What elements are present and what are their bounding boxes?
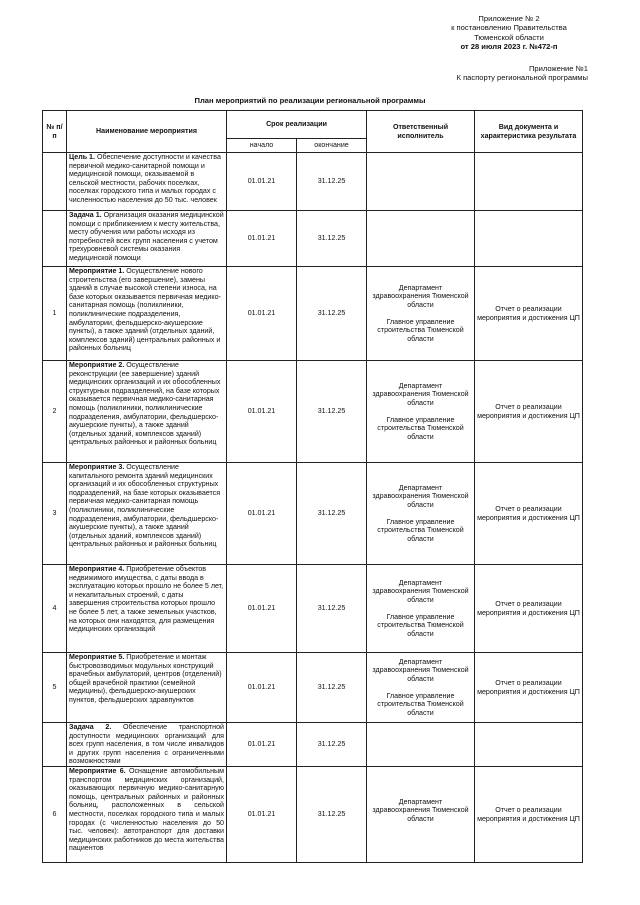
col-start-header: начало — [227, 139, 297, 153]
start-date: 01.01.21 — [227, 211, 297, 267]
document-type: Отчет о реализации мероприятия и достижения ЦП — [475, 767, 583, 863]
executor-secondary: Главное управление строительства Тюменской области — [377, 317, 464, 343]
activity-label: Задача 2. — [69, 723, 112, 731]
activity-text: Осуществление капитального ремонта зданий медицинских организаций и их обособленных структурных подразделений, на базе которых оказывается первичная медико-санитарная помощь (поликлиники, поликлинические подразделения, амбулатории, фельдшерско-акушерские пункты), а также зданий (отдельных зданий, комплексов зданий) центральных районных и районных больниц — [69, 463, 221, 549]
table-row — [43, 767, 583, 863]
activity-cell — [67, 463, 227, 565]
activity-cell — [67, 361, 227, 463]
executor-primary: Департамент здравоохранения Тюменской области — [372, 483, 469, 509]
executor-list — [369, 382, 472, 442]
activity-cell — [67, 153, 227, 211]
executor-cell — [367, 723, 475, 767]
end-date: 31.12.25 — [297, 463, 367, 565]
activity-cell — [67, 565, 227, 653]
appendix-header — [438, 64, 588, 83]
table-row — [43, 565, 583, 653]
table-row — [43, 463, 583, 565]
table-row — [43, 361, 583, 463]
executor-cell — [367, 153, 475, 211]
activity-text: Обеспечение доступности и качества первичной медико-санитарной помощи и медицинской помощи, оказываемой в сельской местности, рабочих поселках, поселках городского типа и малых городах с численностью населения до 50 тыс. человек — [69, 153, 221, 204]
col-name-header: Наименование мероприятия — [67, 111, 227, 153]
start-date: 01.01.21 — [227, 767, 297, 863]
executor-cell — [367, 653, 475, 723]
row-number: 6 — [43, 767, 67, 863]
table-header-row — [43, 111, 583, 139]
start-date: 01.01.21 — [227, 565, 297, 653]
header-date-number: от 28 июля 2023 г. №472-п — [460, 42, 558, 52]
row-number — [43, 153, 67, 211]
row-number — [43, 211, 67, 267]
table-row — [43, 153, 583, 211]
executor-secondary: Главное управление строительства Тюменской области — [377, 517, 464, 543]
end-date: 31.12.25 — [297, 361, 367, 463]
document-title: План мероприятий по реализации региональной программы — [194, 96, 426, 105]
appendix-line-2: К паспорту региональной программы — [456, 73, 588, 83]
executor-primary: Департамент здравоохранения Тюменской области — [372, 381, 469, 407]
document-type — [475, 723, 583, 767]
activity-cell — [67, 211, 227, 267]
row-number: 3 — [43, 463, 67, 565]
document-type: Отчет о реализации мероприятия и достижения ЦП — [475, 653, 583, 723]
appendix-line-1: Приложение №1 — [528, 64, 588, 73]
row-number: 5 — [43, 653, 67, 723]
table-row — [43, 723, 583, 767]
activity-label: Мероприятие 6. — [69, 767, 126, 775]
activity-cell — [67, 767, 227, 863]
executor-list — [369, 484, 472, 544]
col-num-header: № п/п — [43, 111, 67, 153]
executor-primary: Департамент здравоохранения Тюменской области — [372, 797, 469, 823]
executor-list — [369, 798, 472, 824]
start-date: 01.01.21 — [227, 153, 297, 211]
document-type: Отчет о реализации мероприятия и достижения ЦП — [475, 463, 583, 565]
document-type — [475, 153, 583, 211]
activity-cell — [67, 653, 227, 723]
resolution-header — [434, 14, 584, 52]
activity-label: Мероприятие 3. — [69, 463, 125, 471]
activity-label: Мероприятие 4. — [69, 565, 125, 573]
activity-text: Организация оказания медицинской помощи с приближением к месту жительства, месту обучения или работы исходя из потребностей всех групп населения с учетом трехуровневой системы оказания медицинской помощи — [69, 211, 224, 262]
activity-text: Приобретение объектов недвижимого имущества, с даты ввода в эксплуатацию которых прошло не более 5 лет, и некапитальных строений, с даты завершения строительства которых прошло не более 5 лет, а также земельных участков, на которых они находятся, для размещения медицинских организаций — [69, 565, 224, 634]
executor-cell — [367, 267, 475, 361]
executor-cell — [367, 767, 475, 863]
executor-list — [369, 658, 472, 718]
start-date: 01.01.21 — [227, 361, 297, 463]
table-row — [43, 267, 583, 361]
activity-label: Задача 1. — [69, 211, 102, 219]
executor-secondary: Главное управление строительства Тюменской области — [377, 415, 464, 441]
activity-cell — [67, 267, 227, 361]
activity-label: Мероприятие 2. — [69, 361, 125, 369]
end-date: 31.12.25 — [297, 153, 367, 211]
row-number — [43, 723, 67, 767]
plan-table — [42, 110, 583, 863]
end-date: 31.12.25 — [297, 211, 367, 267]
row-number: 1 — [43, 267, 67, 361]
executor-primary: Департамент здравоохранения Тюменской области — [372, 283, 469, 309]
executor-list — [369, 284, 472, 344]
header-line-1: Приложение № 2 — [478, 14, 540, 23]
document-type: Отчет о реализации мероприятия и достижения ЦП — [475, 361, 583, 463]
executor-list — [369, 579, 472, 639]
executor-cell — [367, 211, 475, 267]
executor-cell — [367, 361, 475, 463]
executor-secondary: Главное управление строительства Тюменской области — [377, 691, 464, 717]
col-term-header: Срок реализации — [227, 111, 367, 139]
activity-text: Обеспечение транспортной доступности медицинских организаций для всех групп населения, в том числе инвалидов и других групп населения с ограниченными возможностями — [69, 723, 224, 766]
executor-secondary: Главное управление строительства Тюменской области — [377, 612, 464, 638]
executor-primary: Департамент здравоохранения Тюменской области — [372, 657, 469, 683]
end-date: 31.12.25 — [297, 653, 367, 723]
activity-label: Цель 1. — [69, 153, 95, 161]
start-date: 01.01.21 — [227, 463, 297, 565]
row-number: 2 — [43, 361, 67, 463]
start-date: 01.01.21 — [227, 653, 297, 723]
end-date: 31.12.25 — [297, 267, 367, 361]
col-doc-header: Вид документа и характеристика результата — [475, 111, 583, 153]
document-type: Отчет о реализации мероприятия и достижения ЦП — [475, 565, 583, 653]
row-number: 4 — [43, 565, 67, 653]
executor-primary: Департамент здравоохранения Тюменской области — [372, 578, 469, 604]
start-date: 01.01.21 — [227, 267, 297, 361]
header-line-3: Тюменской области — [474, 32, 544, 42]
end-date: 31.12.25 — [297, 723, 367, 767]
activity-text: Осуществление нового строительства (его завершение), замены зданий в случае высокой степени износа, на базе которых оказывается первичная медико-санитарная помощь (поликлиники, поликлинические подразделения, амбулатории, фельдшерско-акушерские пункты), а также зданий (отдельных зданий, комплексов зданий) центральных районных и районных больниц — [69, 267, 221, 353]
activity-label: Мероприятие 5. — [69, 653, 125, 661]
end-date: 31.12.25 — [297, 565, 367, 653]
executor-cell — [367, 463, 475, 565]
col-end-header: окончание — [297, 139, 367, 153]
activity-text: Приобретение и монтаж быстровозводимых модульных конструкций врачебных амбулаторий, центров (отделений) общей врачебной практики (семейной медицины), фельдшерско-акушерских пунктов, фельдшерских здравпунктов — [69, 653, 222, 704]
col-executor-header: Ответственный исполнитель — [367, 111, 475, 153]
activity-text: Осуществление реконструкции (ее завершение) зданий медицинских организаций и их обособленных структурных подразделений, на базе которых оказывается первичная медико-санитарная помощь (поликлиники, поликлинические подразделения, амбулатории, фельдшерско-акушерские пункты), а также зданий (отдельных зданий, комплексов зданий) центральных районных и районных больниц — [69, 361, 221, 447]
activity-cell — [67, 723, 227, 767]
executor-cell — [367, 565, 475, 653]
start-date: 01.01.21 — [227, 723, 297, 767]
activity-label: Мероприятие 1. — [69, 267, 125, 275]
activity-text: Оснащение автомобильным транспортом медицинских организаций, оказывающих первичную медико-санитарную помощь, центральных районных и районных больниц, расположенных в сельской местности, поселках городского типа и малых городах (с численностью населения до 50 тыс. человек): автотранспорт для доставки медицинских работников до места жительства пациентов — [69, 767, 224, 853]
document-type: Отчет о реализации мероприятия и достижения ЦП — [475, 267, 583, 361]
end-date: 31.12.25 — [297, 767, 367, 863]
table-row — [43, 653, 583, 723]
document-type — [475, 211, 583, 267]
header-line-2: к постановлению Правительства — [451, 23, 567, 33]
table-row — [43, 211, 583, 267]
